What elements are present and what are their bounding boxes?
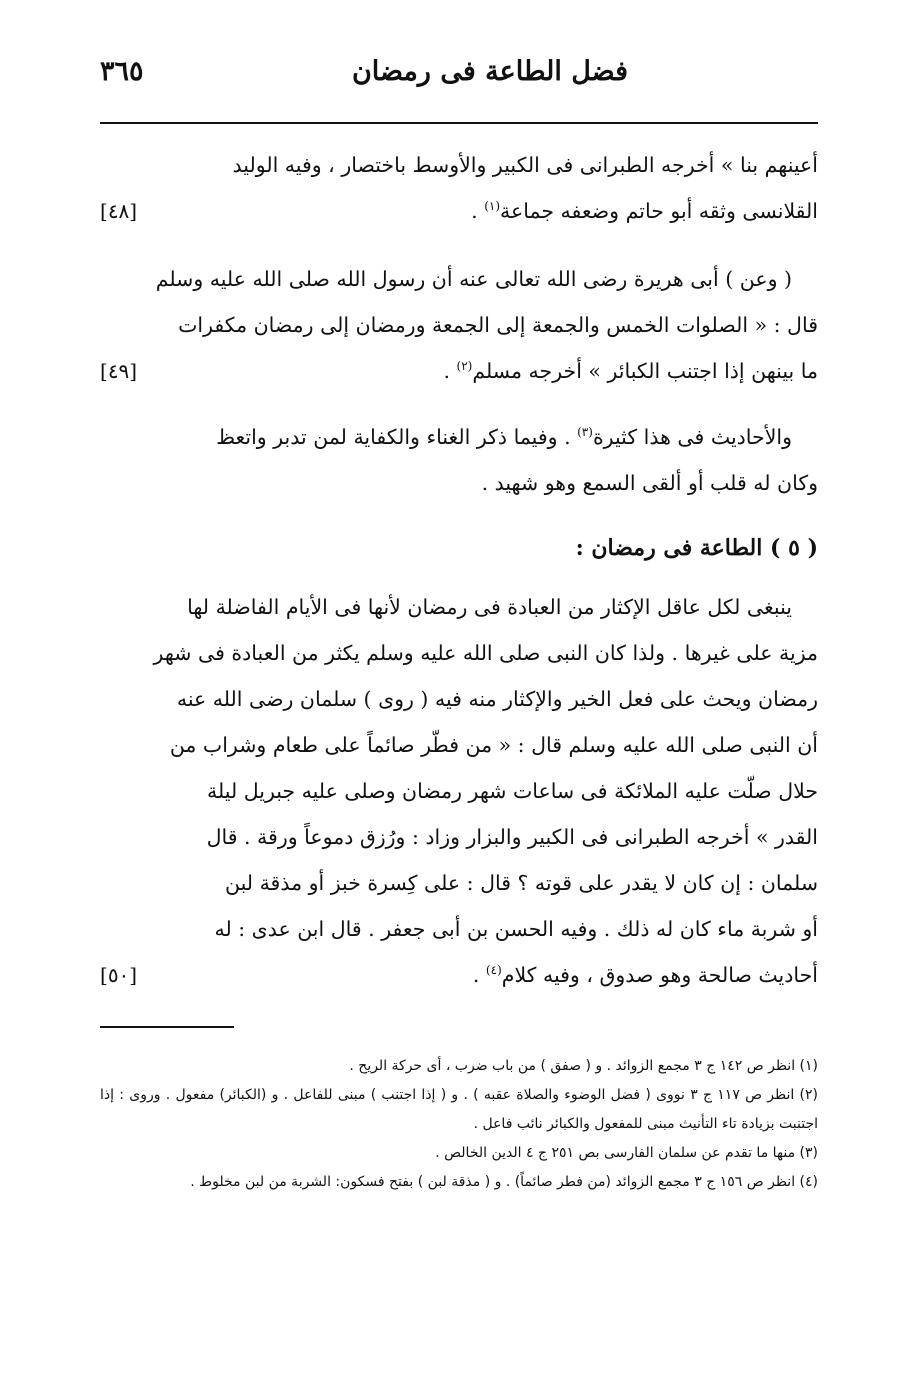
text-line-content: أحاديث صالحة وهو صدوق ، وفيه كلام xyxy=(501,963,818,987)
text-line: وكان له قلب أو ألقى السمع وهو شهيد . xyxy=(481,471,818,495)
text-line: القدر » أخرجه الطبرانى فى الكبير والبزار وزاد : ورُزق دموعاً ورقة . قال xyxy=(206,825,818,849)
footnote: (٤) انظر ص ١٥٦ ج ٣ مجمع الزوائد (من فطر صائماً) . و ( مذقة لبن ) بفتح فسكون: الشربة من لبن مخلوط . xyxy=(190,1174,818,1190)
text-line-content: والأحاديث فى هذا كثيرة xyxy=(592,425,792,449)
text-tail: . xyxy=(472,963,486,987)
running-title: فضل الطاعة فى رمضان xyxy=(351,56,628,87)
paragraph-3 xyxy=(100,414,818,506)
text-line-content: . وفيما ذكر الغناء والكفاية لمن تدبر واتعظ xyxy=(216,425,578,449)
section-heading: ( ٥ ) الطاعة فى رمضان : xyxy=(575,535,818,561)
text-line: ينبغى لكل عاقل الإكثار من العبادة فى رمضان لأنها فى الأيام الفاضلة لها xyxy=(187,595,792,619)
page-number: ٣٦٥ xyxy=(100,56,144,87)
hadith-number: [٤٨] xyxy=(100,199,138,223)
footnote-mark: (٤) xyxy=(485,963,502,978)
footnote-rule xyxy=(100,1026,234,1028)
footnote: (٢) انظر ص ١١٧ ج ٣ نووى ( فضل الوضوء والصلاة عقبه ) . و ( إذا اجتنب ) مبنى للفاعل . و (الكبائر) مفعول . وروى : إذا اجتنبت بزيادة تاء التأنيث مبنى للمفعول والكبائر نائب فاعل . xyxy=(100,1087,819,1132)
text-tail: . xyxy=(443,359,457,383)
hadith-number: [٥٠] xyxy=(100,963,138,987)
text-line: أن النبى صلى الله عليه وسلم قال : « من فطّر صائماً على طعام وشراب من xyxy=(169,733,818,757)
hadith-number: [٤٩] xyxy=(100,359,138,383)
text-line: حلال صلّت عليه الملائكة فى ساعات شهر رمضان وصلى عليه جبريل ليلة xyxy=(206,779,818,803)
footnote-mark: (٣) xyxy=(577,425,593,440)
text-line: قال : « الصلوات الخمس والجمعة إلى الجمعة ورمضان إلى رمضان مكفرات xyxy=(178,313,818,337)
text-line xyxy=(100,188,818,234)
text-line: مزية على غيرها . ولذا كان النبى صلى الله عليه وسلم يكثر من العبادة فى شهر xyxy=(153,641,818,665)
text-line xyxy=(100,414,818,460)
text-line: أو شربة ماء كان له ذلك . وفيه الحسن بن أبى جعفر . قال ابن عدى : له xyxy=(214,917,818,941)
section-paragraph xyxy=(100,584,818,998)
paragraph-2 xyxy=(100,256,818,394)
footnote-mark: (٢) xyxy=(456,359,473,374)
text-line xyxy=(100,952,818,998)
text-line: سلمان : إن كان لا يقدر على قوته ؟ قال : على كِسرة خبز أو مذقة لبن xyxy=(225,871,818,895)
footnote-mark: (١) xyxy=(484,199,501,214)
text-line: أعينهم بنا » أخرجه الطبرانى فى الكبير والأوسط باختصار ، وفيه الوليد xyxy=(232,153,818,177)
text-line-content: القلانسى وثقه أبو حاتم وضعفه جماعة xyxy=(500,199,818,223)
footnotes xyxy=(100,1052,818,1197)
header-rule xyxy=(100,122,818,124)
paragraph-1 xyxy=(100,142,818,234)
text-line xyxy=(100,348,818,394)
footnote: (١) انظر ص ١٤٢ ج ٣ مجمع الزوائد . و ( صفق ) من باب ضرب ، أى حركة الريح . xyxy=(349,1058,818,1074)
text-line-content: ما بينهن إذا اجتنب الكبائر » أخرجه مسلم xyxy=(472,359,818,383)
text-tail: . xyxy=(471,199,485,223)
text-line: ( وعن ) أبى هريرة رضى الله تعالى عنه أن رسول الله صلى الله عليه وسلم xyxy=(155,267,792,291)
text-line: رمضان ويحث على فعل الخير والإكثار منه فيه ( روى ) سلمان رضى الله عنه xyxy=(176,687,818,711)
footnote: (٣) منها ما تقدم عن سلمان الفارسى بص ٢٥١ ج ٤ الدين الخالص . xyxy=(435,1145,818,1161)
page-header xyxy=(100,56,818,102)
